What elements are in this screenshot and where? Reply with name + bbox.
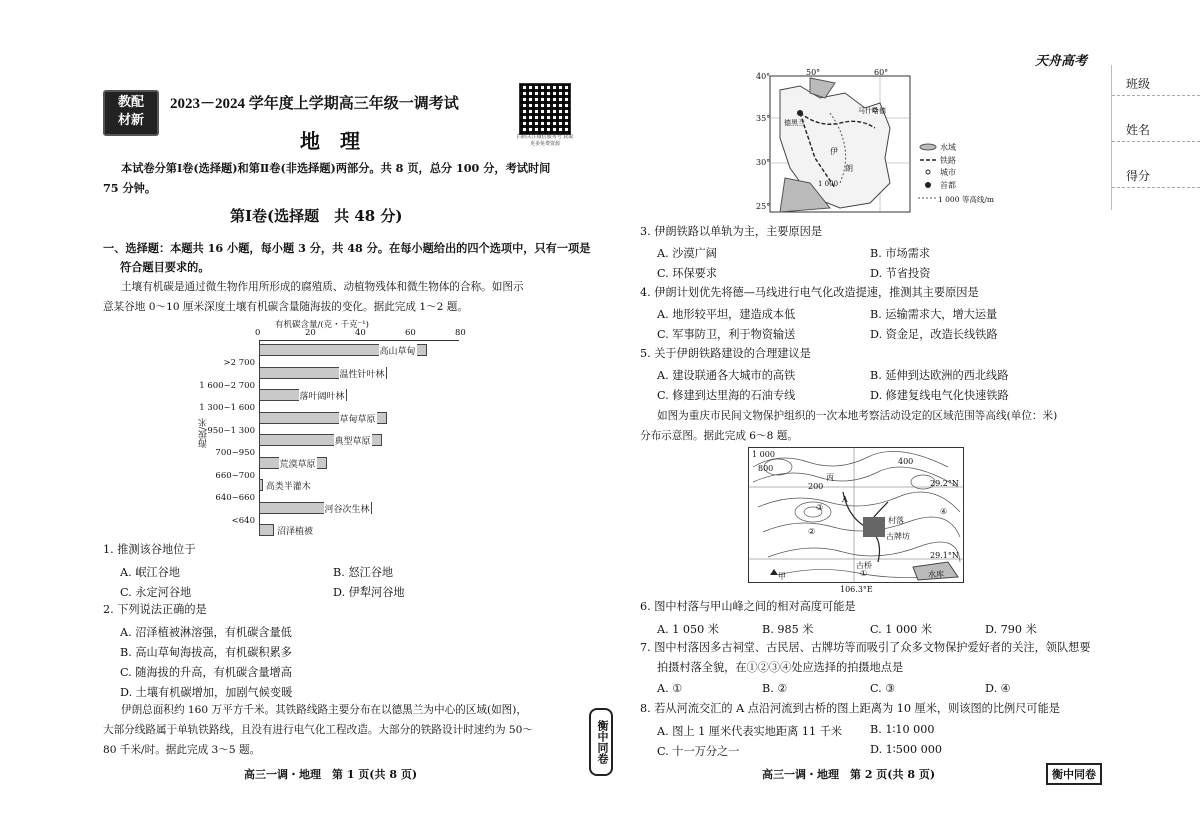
map1-lat-30: 30°	[756, 158, 771, 167]
side-info-panel	[1111, 65, 1200, 210]
map1-lat-40: 40°	[756, 72, 771, 81]
side-label-score: 得分	[1126, 169, 1151, 183]
q7-option-b[interactable]: B. ②	[762, 682, 788, 695]
map2-lon: 106.3°E	[840, 585, 873, 594]
map2-label-bridge: 古桥	[856, 561, 872, 570]
q3-option-d[interactable]: D. 节省投资	[870, 267, 931, 280]
q6-option-c[interactable]: C. 1 000 米	[870, 623, 933, 636]
y-tick-label: 640~660	[215, 493, 255, 504]
map2-label-reservoir: 水库	[928, 570, 944, 579]
q2-option-b[interactable]: B. 高山草甸海拔高，有机碳积累多	[120, 646, 292, 659]
contour-map	[748, 447, 970, 594]
left-footer: 高三一调・地理 第 1 页(共 8 页)	[244, 768, 418, 781]
right-stamp-text: 衡中同卷	[1052, 768, 1096, 781]
question-1: 1. 推测该谷地位于	[103, 543, 196, 556]
x-tick-label: 0	[255, 328, 261, 338]
map2-point-4: ④	[940, 507, 948, 516]
map1-contour-1000: 1 000	[818, 180, 839, 188]
q4-option-a[interactable]: A. 地形较平坦，建造成本低	[657, 308, 796, 321]
iran-railway-map	[740, 68, 1020, 218]
q6-option-b[interactable]: B. 985 米	[762, 623, 814, 636]
bar-label: 沼泽植被	[276, 524, 314, 537]
y-tick-label: 700~950	[215, 448, 255, 459]
x-tick-label: 80	[455, 328, 466, 338]
map1-label-yi: 伊	[830, 147, 838, 156]
chart-title: 有机碳含量/(克・千克⁻¹)	[275, 320, 369, 330]
bar-label: 高山草甸	[379, 344, 417, 357]
question-8: 8. 若从河流交汇的 A 点沿河流到古桥的图上距离为 10 厘米，则该图的比例尺可能是	[640, 702, 1060, 715]
q3-option-c[interactable]: C. 环保要求	[657, 267, 718, 280]
q4-option-b[interactable]: B. 运输需求大，增大运量	[870, 308, 998, 321]
x-tick-label: 20	[305, 328, 316, 338]
question-5: 5. 关于伊朗铁路建设的合理建议是	[640, 347, 811, 360]
y-tick-label: 950~1 300	[207, 425, 255, 436]
q4-option-d[interactable]: D. 资金足，改造长线铁路	[870, 328, 998, 341]
map2-label-1000: 1 000	[752, 450, 775, 459]
map1-label-tehran: 德黑兰	[784, 119, 805, 127]
map1-legend-capital: 首都	[940, 181, 956, 190]
q8-option-a[interactable]: A. 图上 1 厘米代表实地距离 11 千米	[657, 725, 843, 738]
map1-legend-water: 水域	[940, 143, 956, 152]
q6-option-d[interactable]: D. 790 米	[985, 623, 1037, 636]
passage-1-line-2: 意某谷地 0～10 厘米深度土壤有机碳含量随海拔的变化。据此完成 1～2 题。	[103, 301, 468, 313]
map1-legend-railway: 铁路	[940, 156, 956, 165]
map2-point-1: ①	[860, 569, 868, 578]
intro-line-1: 本试卷分第Ⅰ卷(选择题)和第Ⅱ卷(非选择题)两部分。共 8 页，总分 100 分，考试时间	[121, 161, 551, 175]
bar-label: 温性针叶林	[339, 367, 386, 380]
organic-carbon-chart	[195, 318, 485, 538]
bar-label: 高类半灌木	[265, 479, 312, 492]
q8-option-c[interactable]: C. 十一万分之一	[657, 745, 740, 758]
map1-legend-city: 城市	[940, 168, 956, 177]
question-7-line-2: 拍摄村落全貌，在①②③④处应选择的拍摄地点是	[657, 661, 904, 674]
q2-option-a[interactable]: A. 沼泽植被淋溶强，有机碳含量低	[120, 626, 292, 639]
q4-option-c[interactable]: C. 军事防卫，利于物资输送	[657, 328, 796, 341]
q2-option-c[interactable]: C. 随海拔的升高，有机碳含量增高	[120, 666, 292, 679]
map2-label-bing: 丙	[826, 473, 834, 482]
map2-point-3: ③	[816, 503, 824, 512]
q5-option-a[interactable]: A. 建设联通各大城市的高铁	[657, 369, 796, 382]
passage-2-line-2: 大部分线路属于单轨铁路线，且没有进行电气化工程改造。大部分的铁路设计时速约为 50～	[103, 724, 534, 736]
q2-option-d[interactable]: D. 土壤有机碳增加，加剧气候变暖	[120, 686, 293, 699]
map2-point-2: ②	[808, 527, 816, 536]
map1-label-mashhad: 马什哈德	[858, 107, 886, 115]
bar-8	[259, 524, 274, 536]
x-tick-label: 60	[405, 328, 416, 338]
bar-6	[259, 479, 263, 491]
bar-label: 典型草原	[334, 434, 372, 447]
q8-option-d[interactable]: D. 1∶500 000	[870, 743, 942, 756]
map1-lon-50: 50°	[806, 68, 821, 77]
logo-text: 教配 材新	[117, 95, 144, 128]
y-tick-label: <640	[231, 515, 255, 526]
brand-logo: 天舟高考	[1035, 54, 1088, 69]
map2-label-village: 村落	[888, 516, 904, 525]
qr-caption: 扫码关注微信服务号 获取更多免费资源	[516, 134, 574, 147]
vertical-stamp	[589, 708, 613, 776]
section-title: 第Ⅰ卷(选择题 共 48 分)	[230, 207, 403, 225]
map2-label-800: 800	[758, 464, 774, 473]
textbook-logo	[103, 90, 159, 136]
map2-lat-29-2: 29.2°N	[930, 479, 959, 488]
map1-lat-35: 35°	[756, 114, 771, 123]
q3-option-a[interactable]: A. 沙漠广阔	[657, 247, 717, 260]
right-footer: 高三一调・地理 第 2 页(共 8 页)	[762, 768, 936, 781]
intro-line-2: 75 分钟。	[103, 181, 157, 195]
passage-1-line-1: 土壤有机碳是通过微生物作用所形成的腐殖质、动植物残体和微生物体的合称。如图示	[121, 281, 524, 293]
map2-label-archway: 古牌坊	[886, 532, 910, 541]
instructions-line-2: 符合题目要求的。	[120, 260, 210, 274]
qr-code	[519, 83, 571, 135]
q5-option-d[interactable]: D. 修建复线电气化快速铁路	[870, 389, 1009, 402]
x-axis-line	[259, 340, 459, 341]
q1-option-d[interactable]: D. 伊犁河谷地	[333, 586, 405, 599]
map2-label-a: A	[842, 495, 848, 504]
map1-lat-25: 25°	[756, 202, 771, 211]
passage-2-line-1: 伊朗总面积约 160 万平方千米。其铁路线路主要分布在以德黑兰为中心的区域(如图)，	[121, 704, 527, 716]
y-tick-label: 660~700	[215, 470, 255, 481]
question-6: 6. 图中村落与甲山峰之间的相对高度可能是	[640, 600, 856, 613]
passage-3-line-1: 如图为重庆市民间文物保护组织的一次本地考察活动设定的区域范围等高线(单位：米)	[657, 410, 1058, 422]
y-axis-label: 海拔/米	[199, 418, 209, 449]
bar-label: 落叶阔叶林	[299, 389, 346, 402]
q7-option-a[interactable]: A. ①	[657, 682, 683, 695]
passage-3-line-2: 分布示意图。据此完成 6～8 题。	[640, 430, 798, 442]
y-tick-label: >2 700	[223, 358, 255, 369]
question-4: 4. 伊朗计划优先将德—马线进行电气化改造提速，推测其主要原因是	[640, 286, 979, 299]
map1-lon-60: 60°	[874, 68, 889, 77]
q7-option-d[interactable]: D. ④	[985, 682, 1011, 695]
q6-option-a[interactable]: A. 1 050 米	[657, 623, 719, 636]
vertical-stamp-text: 衡中同卷	[596, 720, 609, 764]
question-7-line-1: 7. 图中村落因多古祠堂、古民居、古牌坊等而吸引了众多文物保护爱好者的关注，领队想要	[640, 641, 1091, 654]
bar-label: 河谷次生林	[324, 502, 371, 515]
y-tick-label: 1 300~1 600	[199, 403, 255, 414]
q8-option-b[interactable]: B. 1∶10 000	[870, 723, 935, 736]
map2-label-200: 200	[808, 482, 824, 491]
q5-option-c[interactable]: C. 修建到达里海的石油专线	[657, 389, 796, 402]
side-label-class: 班级	[1126, 77, 1151, 91]
q1-option-a[interactable]: A. 岷江谷地	[120, 566, 180, 579]
map1-label-lang: 朗	[845, 164, 853, 173]
bar-label: 荒漠草原	[279, 457, 317, 470]
y-tick-label: 1 600~2 700	[199, 380, 255, 391]
side-label-name: 姓名	[1126, 123, 1151, 137]
instructions-line-1: 一、选择题：本题共 16 小题，每小题 3 分，共 48 分。在每小题给出的四个选项中，只有一项是	[103, 241, 591, 255]
q1-option-b[interactable]: B. 怒江谷地	[333, 566, 394, 579]
map1-legend-contour: 1 000 等高线/m	[938, 195, 994, 204]
map2-label-400: 400	[898, 457, 914, 466]
map2-label-jia: 甲	[778, 572, 786, 581]
exam-title: 2023－2024 学年度上学期高三年级一调考试	[170, 96, 459, 112]
q3-option-b[interactable]: B. 市场需求	[870, 247, 931, 260]
right-stamp	[1046, 763, 1102, 785]
q7-option-c[interactable]: C. ③	[870, 682, 896, 695]
bar-label: 草甸草原	[339, 412, 377, 425]
question-3: 3. 伊朗铁路以单轨为主，主要原因是	[640, 225, 823, 238]
x-tick-label: 40	[355, 328, 366, 338]
subject-title: 地 理	[300, 129, 360, 153]
q1-option-c[interactable]: C. 永定河谷地	[120, 586, 192, 599]
passage-2-line-3: 80 千米/时。据此完成 3～5 题。	[103, 744, 261, 756]
q5-option-b[interactable]: B. 延伸到达欧洲的西北线路	[870, 369, 1009, 382]
question-2: 2. 下列说法正确的是	[103, 603, 207, 616]
map2-lat-29-1: 29.1°N	[930, 551, 959, 560]
